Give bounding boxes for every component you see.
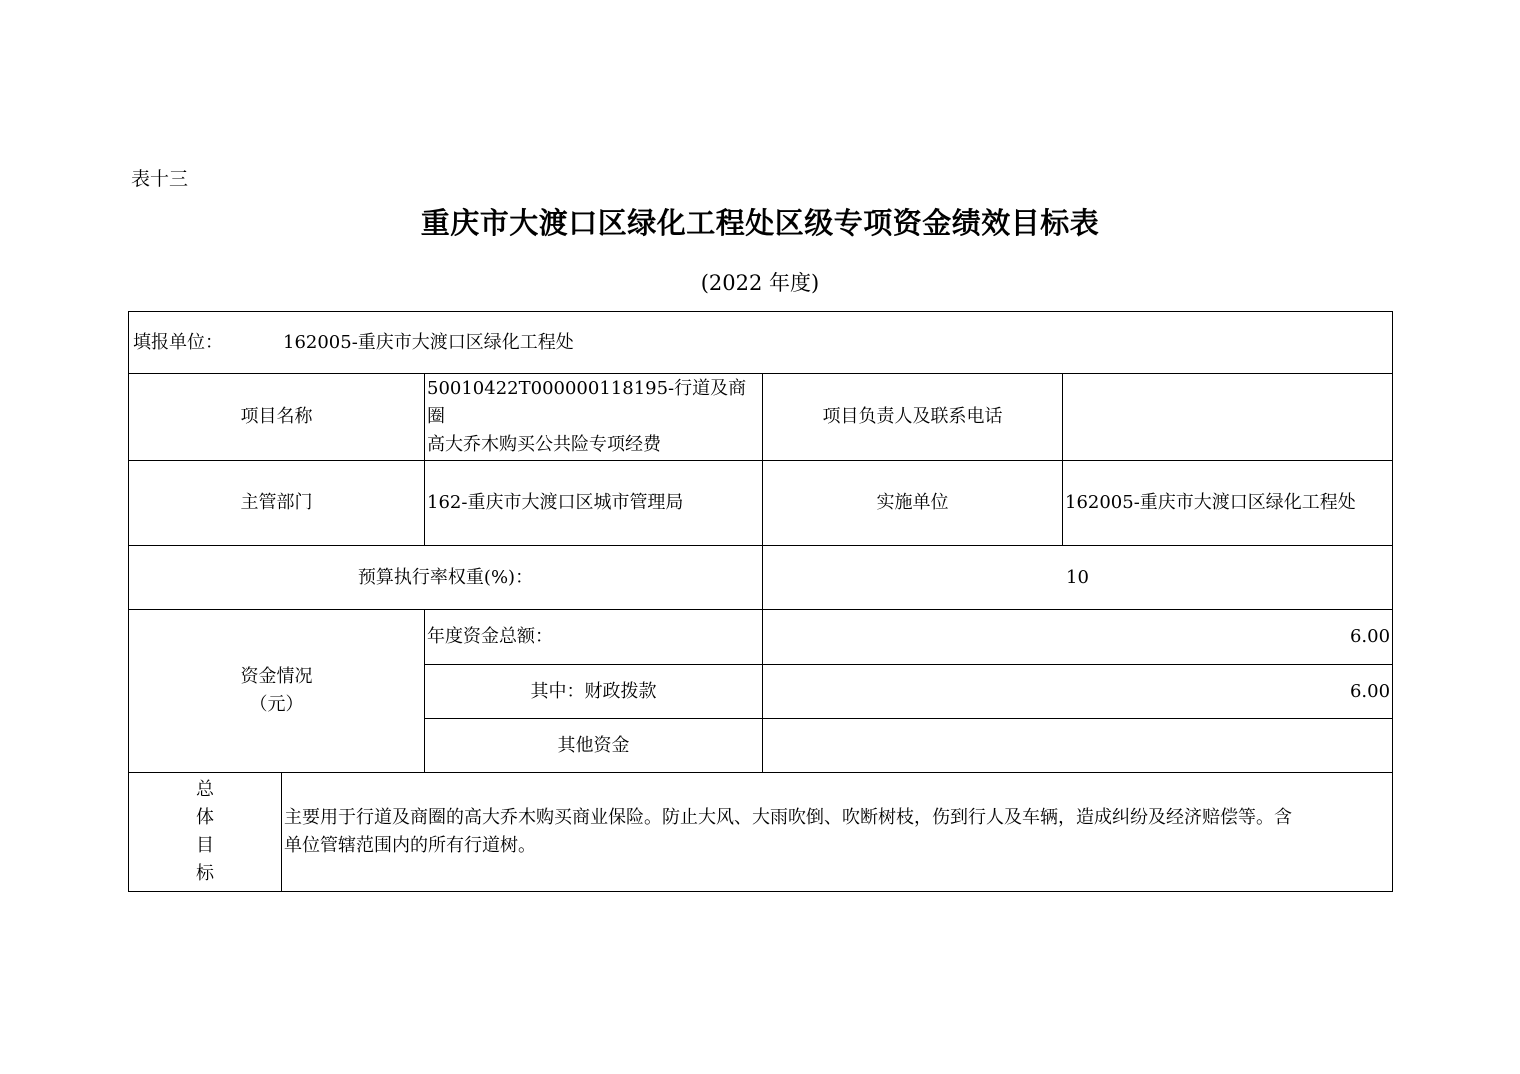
funds-label [129, 610, 425, 773]
overall-goal-label-char: 标 [196, 863, 214, 884]
project-contact-value [1063, 374, 1393, 461]
overall-goal-line-2: 单位管辖范围内的所有行道树。 [284, 835, 536, 856]
funds-fiscal-value: 6.00 [763, 665, 1393, 719]
document-title: 重庆市大渡口区绿化工程处区级专项资金绩效目标表 [420, 206, 1100, 240]
budget-weight-value: 10 [763, 546, 1393, 610]
funds-other-label: 其他资金 [425, 719, 763, 773]
project-name-value [425, 374, 763, 461]
fill-unit-row [129, 312, 1393, 374]
fill-unit-value: 162005-重庆市大渡口区绿化工程处 [283, 331, 574, 353]
overall-goal-line-1: 主要用于行道及商圈的高大乔木购买商业保险。防止大风、大雨吹倒、吹断树枝，伤到行人及车辆，造成纠纷及经济赔偿等。含 [284, 807, 1292, 828]
funds-label-line-2: （元） [249, 694, 304, 715]
document-year: (2022 年度) [700, 271, 820, 295]
project-name-label: 项目名称 [129, 374, 425, 461]
overall-goal-label-char: 体 [196, 807, 214, 828]
table-number: 表十三 [131, 168, 189, 190]
fill-unit-label: 填报单位： [133, 331, 223, 353]
funds-total-label: 年度资金总额： [425, 610, 763, 665]
project-name-line-1: 50010422T000000118195-行道及商圈 [427, 378, 747, 427]
overall-goal-row [129, 773, 1393, 892]
funds-other-value [763, 719, 1393, 773]
overall-goal-label-char: 总 [196, 779, 214, 800]
project-row [129, 374, 1393, 461]
funds-total-row [129, 610, 1393, 665]
overall-goal-label [129, 773, 282, 892]
performance-goal-table [128, 311, 1393, 892]
department-label: 主管部门 [129, 461, 425, 546]
implementing-unit-label: 实施单位 [763, 461, 1063, 546]
budget-weight-label: 预算执行率权重(%)： [129, 546, 763, 610]
funds-total-value: 6.00 [763, 610, 1393, 665]
funds-fiscal-label: 其中：财政拨款 [425, 665, 763, 719]
fill-unit-cell [129, 312, 1393, 374]
funds-label-line-1: 资金情况 [240, 666, 313, 687]
department-value: 162-重庆市大渡口区城市管理局 [425, 461, 763, 546]
implementing-unit-value: 162005-重庆市大渡口区绿化工程处 [1063, 461, 1393, 546]
project-contact-label: 项目负责人及联系电话 [763, 374, 1063, 461]
budget-weight-row [129, 546, 1393, 610]
overall-goal-label-char: 目 [196, 835, 214, 856]
project-name-line-2: 高大乔木购买公共险专项经费 [427, 434, 661, 455]
department-row [129, 461, 1393, 546]
overall-goal-text [282, 773, 1393, 892]
